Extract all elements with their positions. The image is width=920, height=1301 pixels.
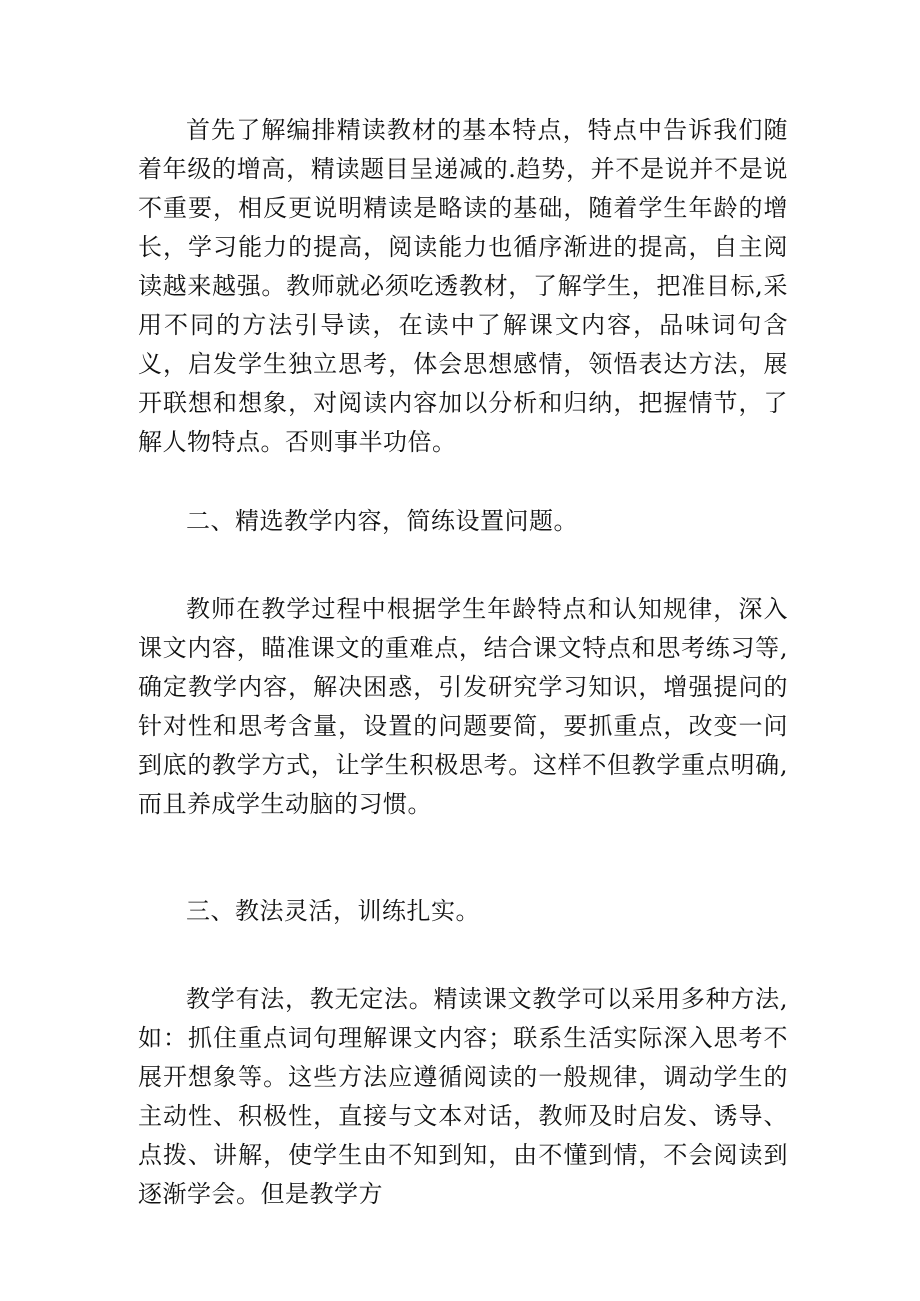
body-paragraph: 教学有法，教无定法。精读课文教学可以采用多种方法,如：抓住重点词句理解课文内容；联系生活实际深入思考不展开想象等。这些方法应遵循阅读的一般规律，调动学生的主动性、积极性，直接与文本对话，教师及时启发、诱导、点拨、讲解，使学生由不知到知，由不懂到情，不会阅读到逐渐学会。但是教学方	[138, 985, 788, 1208]
section-heading: 二、精选教学内容，简练设置问题。	[186, 507, 578, 535]
body-paragraph: 首先了解编排精读教材的基本特点，特点中告诉我们随着年级的增高，精读题目呈递减的.趋势，并不是说并不是说不重要，相反更说明精读是略读的基础，随着学生年龄的增长，学习能力的提高，阅读能力也循序渐进的提高，自主阅读越来越强。教师就必须吃透教材，了解学生，把准目标,采用不同的方法引导读，在读中了解课文内容，品味词句含义，启发学生独立思考，体会思想感情，领悟表达方法，展开联想和想象，对阅读内容加以分析和归纳，把握情节，了解人物特点。否则事半功倍。	[138, 116, 788, 456]
body-paragraph: 教师在教学过程中根据学生年龄特点和认知规律，深入课文内容，瞄准课文的重难点，结合课文特点和思考练习等,确定教学内容，解决困惑，引发研究学习知识，增强提问的针对性和思考含量，设置的问题要简，要抓重点，改变一问到底的教学方式，让学生积极思考。这样不但教学重点明确,而且养成学生动脑的习惯。	[138, 595, 788, 818]
section-heading: 三、教法灵活，训练扎实。	[186, 897, 480, 925]
